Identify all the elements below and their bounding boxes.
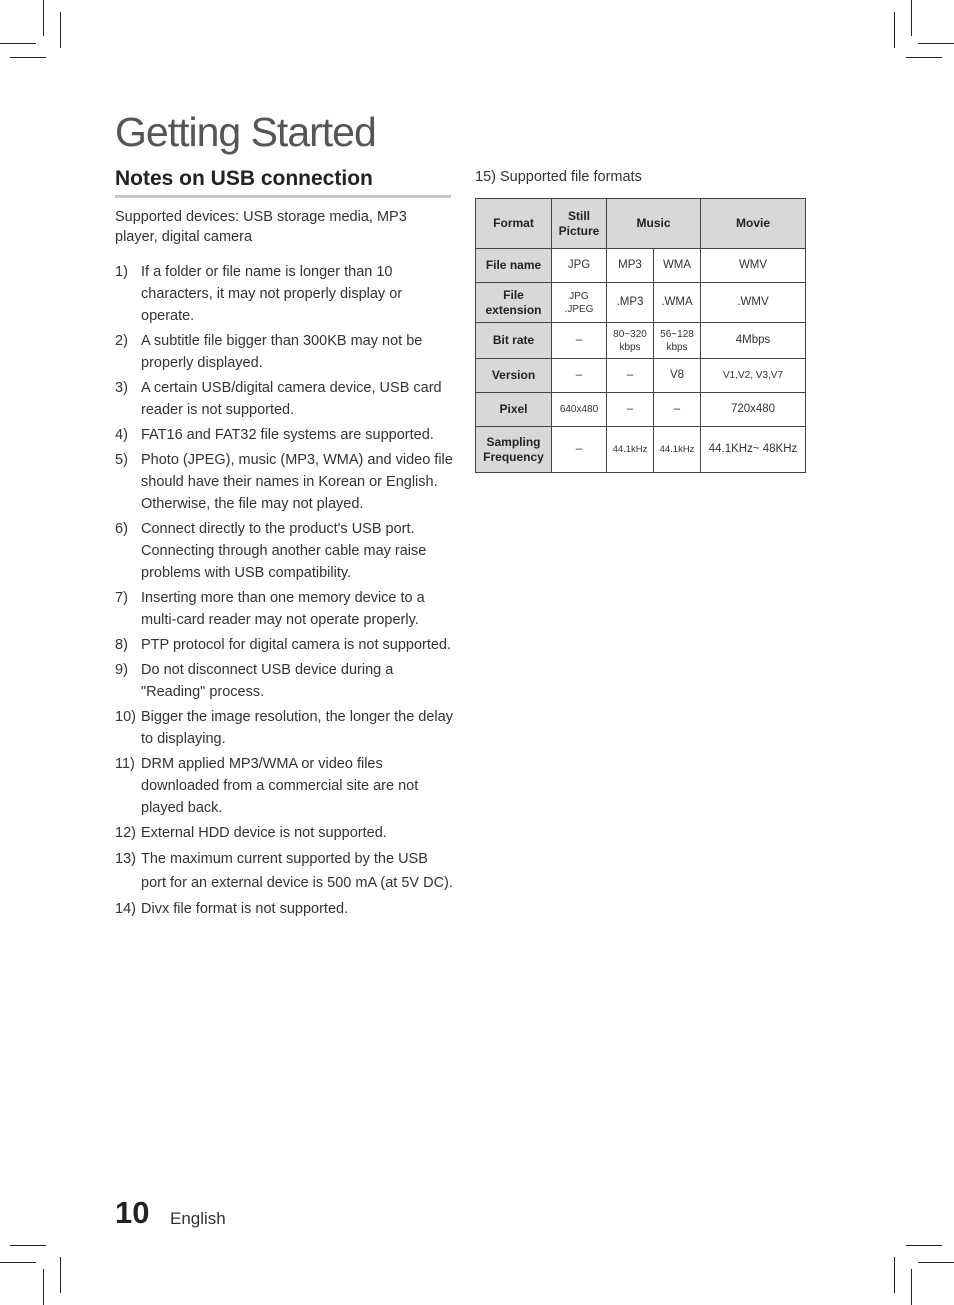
item-text: External HDD device is not supported. — [141, 825, 387, 841]
row-label: Bit rate — [476, 323, 552, 359]
cell-music-1: 44.1kHz — [607, 427, 654, 473]
list-item — [115, 424, 455, 446]
crop-mark — [60, 12, 61, 48]
crop-mark — [906, 1245, 942, 1246]
section-title: Getting Started — [115, 109, 376, 155]
cell-movie: V1,V2, V3,V7 — [701, 359, 806, 393]
cell-music-2: WMA — [654, 249, 701, 283]
crop-mark — [911, 1269, 912, 1305]
cell-music-2: – — [654, 393, 701, 427]
item-number: 8) — [115, 637, 128, 653]
table-row — [476, 427, 806, 473]
list-item — [115, 659, 455, 703]
item-text: Photo (JPEG), music (MP3, WMA) and video file should have their names in Korean or English. Otherwise, the file may not played. — [141, 452, 453, 512]
list-item — [115, 822, 455, 844]
table-row — [476, 393, 806, 427]
cell-still: – — [552, 359, 607, 393]
item-number: 4) — [115, 427, 128, 443]
row-label: Version — [476, 359, 552, 393]
cell-movie: 44.1KHz~ 48KHz — [701, 427, 806, 473]
cell-still: JPG .JPEG — [552, 283, 607, 323]
cell-still: – — [552, 323, 607, 359]
cell-still: 640x480 — [552, 393, 607, 427]
header-still-picture: Still Picture — [552, 199, 607, 249]
list-item — [115, 449, 455, 515]
item-number: 5) — [115, 452, 128, 468]
item-text: Inserting more than one memory device to a multi-card reader may not operate properly. — [141, 590, 425, 628]
list-item — [115, 898, 455, 920]
page-number: 10 — [115, 1195, 150, 1230]
item-number: 10) — [115, 709, 136, 725]
item-number: 13) — [115, 851, 136, 867]
crop-mark — [894, 12, 895, 48]
table-row — [476, 323, 806, 359]
supported-formats-table — [475, 198, 806, 473]
crop-mark — [918, 43, 954, 44]
intro-text: Supported devices: USB storage media, MP3 player, digital camera — [115, 209, 407, 245]
crop-mark — [906, 57, 942, 58]
row-label: Sampling Frequency — [476, 427, 552, 473]
item-number: 11) — [115, 756, 135, 772]
item-text: PTP protocol for digital camera is not supported. — [141, 637, 452, 653]
crop-mark — [918, 1262, 954, 1263]
list-item — [115, 753, 455, 819]
table-header-row — [476, 199, 806, 249]
item-text: A subtitle file bigger than 300KB may not be properly displayed. — [141, 333, 423, 371]
cell-movie: .WMV — [701, 283, 806, 323]
crop-mark — [10, 57, 46, 58]
list-item — [115, 330, 455, 374]
list-item — [115, 847, 455, 895]
cell-still: – — [552, 427, 607, 473]
item-number: 3) — [115, 380, 128, 396]
cell-music-2: V8 — [654, 359, 701, 393]
item-number: 12) — [115, 825, 136, 841]
table-row — [476, 283, 806, 323]
item-text: DRM applied MP3/WMA or video files downloaded from a commercial site are not played back. — [141, 756, 419, 816]
cell-movie: WMV — [701, 249, 806, 283]
crop-mark — [43, 1269, 44, 1305]
list-item — [115, 634, 455, 656]
cell-music-1: .MP3 — [607, 283, 654, 323]
heading-rule — [115, 195, 451, 198]
list-item — [115, 518, 455, 584]
subsection-title: Notes on USB connection — [115, 167, 373, 190]
list-item — [115, 377, 455, 421]
table-caption: 15) Supported file formats — [475, 169, 642, 185]
cell-music-1: MP3 — [607, 249, 654, 283]
header-music: Music — [607, 199, 701, 249]
cell-music-1: 80~320 kbps — [607, 323, 654, 359]
row-label: File name — [476, 249, 552, 283]
item-number: 1) — [115, 264, 128, 280]
list-item — [115, 706, 455, 750]
crop-mark — [60, 1257, 61, 1293]
item-number: 6) — [115, 521, 128, 537]
header-movie: Movie — [701, 199, 806, 249]
item-text: Bigger the image resolution, the longer the delay to displaying. — [141, 709, 453, 747]
row-label: File extension — [476, 283, 552, 323]
item-text: Do not disconnect USB device during a "Reading" process. — [141, 662, 394, 700]
crop-mark — [43, 0, 44, 36]
item-number: 14) — [115, 901, 136, 917]
item-text: FAT16 and FAT32 file systems are supported. — [141, 427, 434, 443]
cell-music-1: – — [607, 359, 654, 393]
cell-music-2: 44.1kHz — [654, 427, 701, 473]
cell-music-2: .WMA — [654, 283, 701, 323]
cell-still: JPG — [552, 249, 607, 283]
table-row — [476, 249, 806, 283]
cell-music-1: – — [607, 393, 654, 427]
row-label: Pixel — [476, 393, 552, 427]
crop-mark — [0, 1262, 36, 1263]
item-number: 9) — [115, 662, 128, 678]
header-format: Format — [476, 199, 552, 249]
table-row — [476, 359, 806, 393]
notes-list — [115, 261, 455, 923]
item-text: A certain USB/digital camera device, USB card reader is not supported. — [141, 380, 442, 418]
crop-mark — [911, 0, 912, 36]
cell-music-2: 56~128 kbps — [654, 323, 701, 359]
list-item — [115, 587, 455, 631]
item-text: Divx file format is not supported. — [141, 901, 349, 917]
crop-mark — [10, 1245, 46, 1246]
page-language: English — [170, 1209, 226, 1228]
item-text: Connect directly to the product's USB port. Connecting through another cable may raise problems with USB compatibility. — [141, 521, 427, 581]
cell-movie: 4Mbps — [701, 323, 806, 359]
item-number: 2) — [115, 333, 128, 349]
cell-movie: 720x480 — [701, 393, 806, 427]
item-number: 7) — [115, 590, 128, 606]
item-text: The maximum current supported by the USB port for an external device is 500 mA (at 5V DC). — [141, 851, 453, 891]
crop-mark — [0, 43, 36, 44]
crop-mark — [894, 1257, 895, 1293]
item-text: If a folder or file name is longer than 10 characters, it may not properly display or operate. — [141, 264, 403, 324]
list-item — [115, 261, 455, 327]
